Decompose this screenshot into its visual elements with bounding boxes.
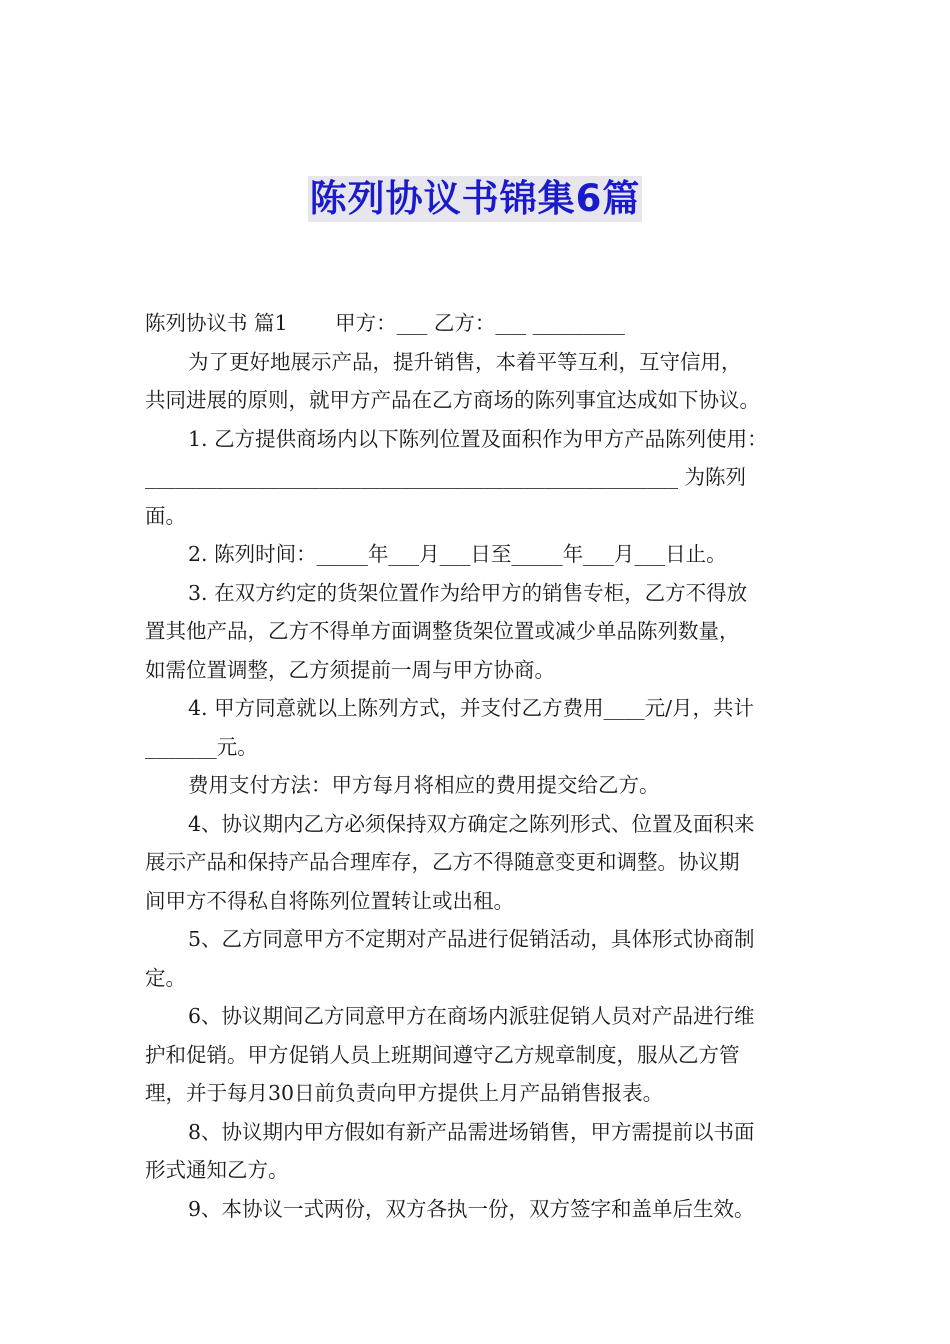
text-line-item-5-b: 定。 (145, 965, 186, 990)
text-line-clause-4-b: _______元。 (145, 734, 258, 759)
text-line-item-6-a: 6、协议期间乙方同意甲方在商场内派驻促销人员对产品进行维 (188, 1004, 755, 1028)
text-line-clause-3-b: 置其他产品，乙方不得单方面调整货架位置或减少单品陈列数量， (145, 619, 740, 643)
text-line-item-6-c: 理，并于每月30日前负责向甲方提供上月产品销售报表。 (145, 1081, 664, 1105)
text-line-item-9: 9、本协议一式两份，双方各执一份，双方签字和盖单后生效。 (188, 1196, 755, 1221)
text-line-header: 陈列协议书 篇1 甲方：___ 乙方：___ _________ (145, 311, 625, 335)
text-line-item-8-b: 形式通知乙方。 (145, 1158, 289, 1182)
text-line-clause-1-end: 面。 (145, 503, 186, 528)
text-line-item-4-c: 间甲方不得私自将陈列位置转让或出租。 (145, 888, 514, 913)
text-line-item-6-b: 护和促销。甲方促销人员上班期间遵守乙方规章制度，服从乙方管 (145, 1042, 740, 1067)
title-container (0, 176, 950, 222)
text-line-payment: 费用支付方法：甲方每月将相应的费用提交给乙方。 (188, 773, 660, 797)
text-line-item-8-a: 8、协议期内甲方假如有新产品需进场销售，甲方需提前以书面 (188, 1119, 755, 1144)
text-line-intro-2: 共同进展的原则，就甲方产品在乙方商场的陈列事宜达成如下协议。 (145, 388, 760, 412)
text-line-clause-3-c: 如需位置调整，乙方须提前一周与甲方协商。 (145, 657, 555, 682)
text-line-clause-2: 2. 陈列时间：_____年___月___日至_____年___月___日止。 (188, 542, 727, 566)
text-line-clause-4-a: 4. 甲方同意就以上陈列方式，并支付乙方费用____元/月，共计 (188, 696, 754, 720)
document-body (145, 304, 807, 1228)
text-line-clause-1: 1. 乙方提供商场内以下陈列位置及面积作为甲方产品陈列使用： (188, 426, 768, 451)
text-line-clause-1-blank: ____________________________________________________ 为陈列 (145, 465, 747, 489)
text-line-item-5-a: 5、乙方同意甲方不定期对产品进行促销活动，具体形式协商制 (188, 927, 755, 951)
text-line-item-4-b: 展示产品和保持产品合理库存，乙方不得随意变更和调整。协议期 (145, 850, 740, 874)
document-title: 陈列协议书锦集6篇 (309, 177, 641, 220)
text-line-intro-1: 为了更好地展示产品，提升销售，本着平等互利，互守信用， (188, 349, 742, 374)
text-line-clause-3-a: 3. 在双方约定的货架位置作为给甲方的销售专柜，乙方不得放 (188, 580, 748, 605)
text-line-item-4-a: 4、协议期内乙方必须保持双方确定之陈列形式、位置及面积来 (188, 811, 755, 836)
